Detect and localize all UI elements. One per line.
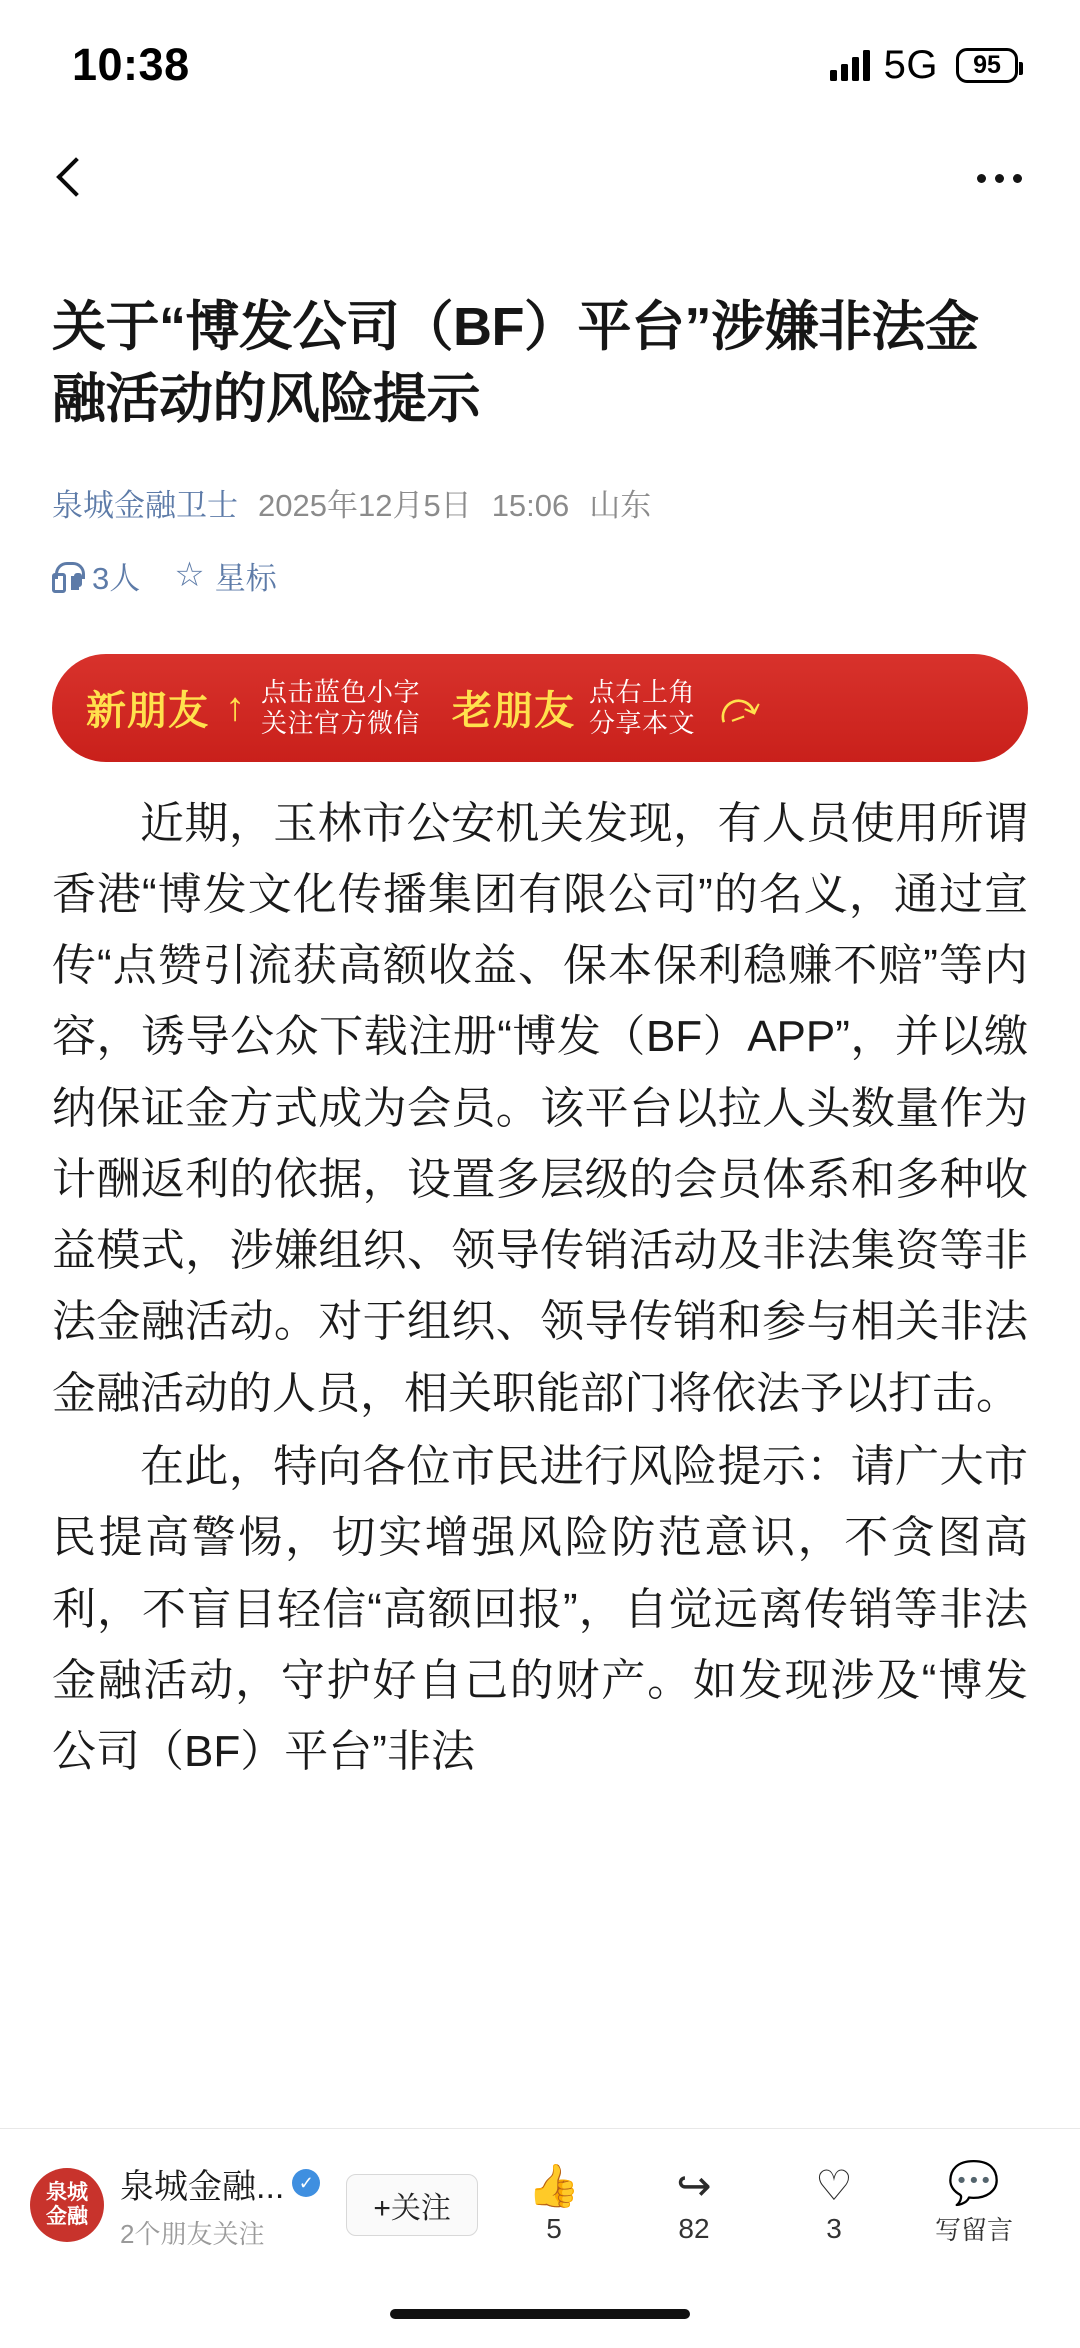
article-paragraph: 在此，特向各位市民进行风险提示：请广大市民提高警惕，切实增强风险防范意识，不贪图高利，不盲目轻信“高额回报”，自觉远离传销等非法金融活动，守护好自己的财产。如发现涉及“博发公司（BF）平台”非法	[52, 1442, 1028, 1777]
listen-count-label: 3人	[92, 560, 141, 596]
banner-old-friends-text	[589, 677, 695, 738]
listen-count-item[interactable]	[52, 553, 140, 598]
heart-icon: ♡	[815, 2161, 853, 2209]
banner-old-line1: 点右上角	[589, 676, 696, 707]
comment-icon: 💬	[947, 2159, 1001, 2206]
account-name-row	[120, 2159, 320, 2208]
star-item[interactable]	[174, 553, 276, 598]
avatar[interactable]	[30, 2168, 104, 2242]
banner-old-friends-label: 老朋友	[452, 689, 576, 734]
friends-following-label: 2个朋友关注	[120, 2218, 265, 2249]
article-body	[52, 788, 1028, 1788]
status-indicators	[830, 43, 1018, 88]
share-button[interactable]	[652, 2161, 736, 2245]
favorite-button[interactable]	[792, 2161, 876, 2245]
account-name[interactable]: 泉城金融...	[120, 2167, 285, 2206]
publish-time: 15:06	[491, 487, 570, 523]
comment-label: 写留言	[934, 2215, 1013, 2245]
banner-new-friends-text	[261, 677, 420, 738]
account-link[interactable]: 泉城金融卫士	[52, 487, 238, 523]
article-paragraph: 近期，玉林市公安机关发现，有人员使用所谓香港“博发文化传播集团有限公司”的名义，通过宣传“点赞引流获高额收益、保本保利稳赚不赔”等内容，诱导公众下载注册“博发（BF）APP”，并以缴纳保证金方式成为会员。该平台以拉人头数量作为计酬返利的依据，设置多层级的会员体系和多种收益模式，涉嫌组织、领导传销活动及非法集资等非法金融活动。对于组织、领导传销和参与相关非法金融活动的人员，相关职能部门将依法予以打击。	[52, 798, 1028, 1418]
like-button[interactable]	[512, 2161, 596, 2245]
verified-badge-icon: ✓	[292, 2169, 320, 2197]
comment-button[interactable]	[932, 2159, 1016, 2247]
article-meta-actions	[52, 553, 1028, 598]
banner-new-line2: 关注官方微信	[261, 707, 421, 738]
engagement-actions	[460, 2159, 1044, 2247]
thumbs-up-icon: 👍	[527, 2161, 581, 2209]
star-label: 星标	[214, 560, 277, 596]
more-options-icon[interactable]	[977, 174, 1022, 183]
arrow-up-icon: ↑	[225, 685, 245, 730]
star-icon: ☆	[174, 556, 205, 595]
home-indicator-area	[0, 2280, 1080, 2348]
banner-new-friends-label: 新朋友	[86, 689, 209, 734]
network-type-label: 5G	[883, 42, 938, 87]
favorite-count: 3	[826, 2212, 842, 2244]
avatar-line-2: 金融	[46, 2204, 88, 2228]
navigation-bar	[0, 130, 1080, 226]
share-arrow-icon: ↪	[676, 2161, 712, 2209]
follow-button[interactable]: +关注	[346, 2174, 478, 2236]
article-meta	[52, 480, 1028, 525]
status-time: 10:38	[72, 39, 190, 90]
account-texts	[120, 2159, 320, 2251]
banner-new-line1: 点击蓝色小字	[261, 676, 421, 707]
banner-old-line2: 分享本文	[589, 707, 696, 738]
battery-icon	[956, 48, 1018, 83]
curved-arrow-icon: ⤼	[710, 679, 766, 736]
signal-bars-icon	[830, 49, 870, 81]
bottom-action-bar	[0, 2128, 1080, 2280]
content-fade-overlay	[0, 2058, 1080, 2128]
battery-level: 95	[973, 50, 1001, 79]
status-bar	[0, 0, 1080, 130]
article-content[interactable]	[0, 226, 1080, 2128]
back-chevron-icon[interactable]	[46, 152, 98, 204]
avatar-line-1: 泉城	[46, 2180, 88, 2204]
page-title: 关于“博发公司（BF）平台”涉嫌非法金融活动的风险提示	[52, 297, 979, 429]
follow-banner[interactable]	[52, 654, 1028, 762]
like-count: 5	[546, 2212, 562, 2244]
publish-date: 2025年12月5日	[258, 487, 472, 523]
home-indicator[interactable]	[390, 2309, 690, 2319]
share-count: 82	[678, 2212, 710, 2244]
publish-location: 山东	[589, 487, 652, 523]
account-block[interactable]	[30, 2159, 460, 2251]
headphones-icon	[52, 562, 82, 588]
